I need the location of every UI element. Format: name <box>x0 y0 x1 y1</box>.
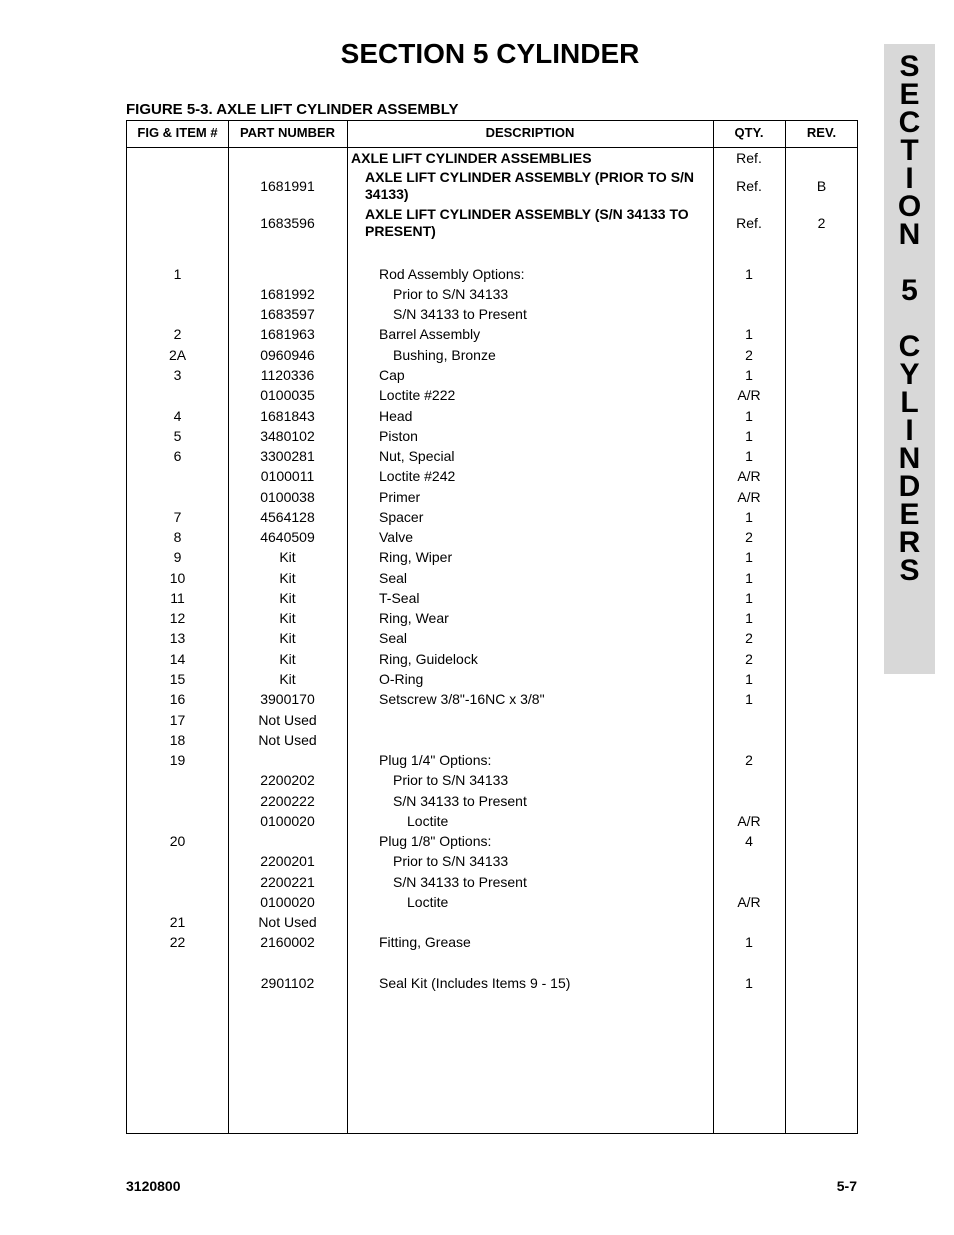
cell-part-number: 1681992 <box>260 286 315 302</box>
cell-description: Ring, Wear <box>379 610 449 626</box>
cell-description: Ring, Guidelock <box>379 651 478 667</box>
cell-description: Valve <box>379 529 413 545</box>
cell-part-number: 0100011 <box>260 468 315 484</box>
cell-description: Primer <box>379 489 421 505</box>
cell-description: Loctite #222 <box>379 387 456 403</box>
side-tab-letter: C <box>898 106 921 139</box>
header-fig-item: FIG & ITEM # <box>137 125 218 140</box>
cell-qty: 1 <box>745 934 753 950</box>
table-row <box>127 689 857 709</box>
cell-qty: 4 <box>745 833 753 849</box>
table-row <box>127 892 857 912</box>
cell-part-number: Kit <box>279 671 296 687</box>
cell-qty: 1 <box>745 428 753 444</box>
parts-table <box>126 120 858 1134</box>
cell-qty: 1 <box>745 691 753 707</box>
cell-description: Plug 1/8" Options: <box>379 833 492 849</box>
table-row <box>127 148 857 168</box>
table-row <box>127 791 857 811</box>
cell-part-number: 0100035 <box>260 387 315 403</box>
cell-qty: A/R <box>737 813 761 829</box>
cell-fig-item: 14 <box>169 651 186 667</box>
cell-qty: 2 <box>745 752 753 768</box>
cell-part-number: 3480102 <box>260 428 315 444</box>
cell-fig-item: 20 <box>169 833 186 849</box>
cell-part-number: Not Used <box>258 712 317 728</box>
cell-fig-item: 9 <box>173 549 182 565</box>
cell-part-number: 0100038 <box>260 489 315 505</box>
cell-rev: 2 <box>817 215 826 231</box>
table-row <box>127 932 857 952</box>
cell-fig-item: 2A <box>168 347 187 363</box>
table-row <box>127 568 857 588</box>
cell-part-number: 2200201 <box>260 853 315 869</box>
cell-part-number: Kit <box>279 590 296 606</box>
section-side-tab <box>884 44 935 674</box>
table-row <box>127 446 857 466</box>
table-row <box>127 973 857 993</box>
side-tab-letter: N <box>898 218 921 251</box>
cell-rev: B <box>816 178 827 194</box>
cell-part-number: Kit <box>279 549 296 565</box>
cell-description: S/N 34133 to Present <box>393 306 527 322</box>
cell-description: Seal <box>379 630 408 646</box>
side-tab-letter: C <box>898 330 921 363</box>
cell-description: Loctite <box>407 894 449 910</box>
cell-qty: 1 <box>745 610 753 626</box>
cell-part-number: 2160002 <box>260 934 315 950</box>
cell-fig-item: 15 <box>169 671 186 687</box>
table-row <box>127 730 857 750</box>
cell-part-number: 1683597 <box>260 306 315 322</box>
cell-qty: 1 <box>745 326 753 342</box>
cell-qty: Ref. <box>736 215 762 231</box>
table-row <box>127 466 857 486</box>
cell-description: Cap <box>379 367 405 383</box>
table-row <box>127 345 857 365</box>
cell-fig-item: 21 <box>169 914 186 930</box>
table-row <box>127 284 857 304</box>
cell-part-number: 0100020 <box>260 813 315 829</box>
table-row <box>127 547 857 567</box>
table-row <box>127 628 857 648</box>
cell-part-number: 1681963 <box>260 326 315 342</box>
side-tab-letter: I <box>905 162 914 195</box>
cell-description: S/N 34133 to Present <box>393 874 527 890</box>
table-row <box>127 770 857 790</box>
cell-description: Spacer <box>379 509 424 525</box>
cell-description: AXLE LIFT CYLINDER ASSEMBLY (PRIOR TO S/N 34133) <box>365 169 695 202</box>
cell-part-number: 3900170 <box>260 691 315 707</box>
cell-description: Barrel Assembly <box>379 326 481 342</box>
side-tab-letter: S <box>899 50 920 83</box>
cell-part-number: 4564128 <box>260 509 315 525</box>
cell-part-number: 1683596 <box>260 215 315 231</box>
cell-part-number: Kit <box>279 610 296 626</box>
cell-fig-item: 11 <box>170 590 185 606</box>
table-row <box>127 264 857 284</box>
cell-part-number: Kit <box>279 630 296 646</box>
table-row <box>127 365 857 385</box>
cell-description: Setscrew 3/8"-16NC x 3/8" <box>379 691 545 707</box>
header-rev: REV. <box>806 125 837 140</box>
table-row <box>127 669 857 689</box>
cell-part-number: 4640509 <box>260 529 315 545</box>
cell-fig-item: 6 <box>173 448 182 464</box>
cell-part-number: Not Used <box>258 732 317 748</box>
cell-description: Rod Assembly Options: <box>379 266 525 282</box>
cell-part-number: 1120336 <box>260 367 315 383</box>
table-row <box>127 588 857 608</box>
cell-part-number: 1681991 <box>260 178 315 194</box>
cell-description: Seal Kit (Includes Items 9 - 15) <box>379 975 571 991</box>
cell-description: Plug 1/4" Options: <box>379 752 492 768</box>
side-tab-letter: 5 <box>901 274 918 307</box>
cell-description: Head <box>379 408 413 424</box>
side-tab-letter: L <box>900 386 919 419</box>
cell-qty: A/R <box>737 894 761 910</box>
side-tab-letter: I <box>905 414 914 447</box>
table-row <box>127 206 857 240</box>
side-tab-letter: T <box>900 134 919 167</box>
cell-qty: Ref. <box>736 178 762 194</box>
table-row <box>127 426 857 446</box>
cell-description: Ring, Wiper <box>379 549 453 565</box>
cell-part-number: 0960946 <box>260 347 315 363</box>
cell-description: Loctite <box>407 813 449 829</box>
cell-fig-item: 16 <box>169 691 186 707</box>
table-row <box>127 169 857 203</box>
cell-qty: A/R <box>737 468 761 484</box>
cell-part-number: 1681843 <box>260 408 315 424</box>
cell-qty: 1 <box>745 266 753 282</box>
table-row <box>127 710 857 730</box>
side-tab-letter: N <box>898 442 921 475</box>
cell-qty: 2 <box>745 651 753 667</box>
cell-qty: 1 <box>745 590 753 606</box>
cell-part-number: 2200202 <box>260 772 315 788</box>
cell-qty: 1 <box>745 448 753 464</box>
cell-fig-item: 5 <box>173 428 182 444</box>
cell-qty: 1 <box>745 671 753 687</box>
section-title: SECTION 5 CYLINDER <box>340 38 640 69</box>
side-tab-letter: E <box>899 498 920 531</box>
cell-description: AXLE LIFT CYLINDER ASSEMBLY (S/N 34133 TO PRESENT) <box>365 206 689 239</box>
cell-fig-item: 1 <box>173 266 182 282</box>
cell-qty: 2 <box>745 529 753 545</box>
side-tab-letter: R <box>898 526 921 559</box>
cell-fig-item: 7 <box>173 509 182 525</box>
cell-description: Prior to S/N 34133 <box>393 286 509 302</box>
table-row <box>127 385 857 405</box>
cell-fig-item: 18 <box>169 732 186 748</box>
table-row <box>127 811 857 831</box>
side-tab-letter: E <box>899 78 920 111</box>
cell-description: Prior to S/N 34133 <box>393 853 509 869</box>
cell-qty: 2 <box>745 630 753 646</box>
cell-description: T-Seal <box>379 590 420 606</box>
cell-description: Piston <box>379 428 418 444</box>
side-tab-letter: Y <box>899 358 920 391</box>
table-row <box>127 851 857 871</box>
header-part-number: PART NUMBER <box>239 125 336 140</box>
cell-fig-item: 12 <box>169 610 186 626</box>
cell-description: Seal <box>379 570 408 586</box>
cell-part-number: 2200221 <box>260 874 315 890</box>
cell-description: S/N 34133 to Present <box>393 793 527 809</box>
figure-title: FIGURE 5-3. AXLE LIFT CYLINDER ASSEMBLY <box>126 101 459 118</box>
cell-description: Bushing, Bronze <box>393 347 496 363</box>
table-row <box>127 750 857 770</box>
cell-fig-item: 13 <box>169 630 186 646</box>
cell-part-number: 3300281 <box>260 448 315 464</box>
cell-part-number: Not Used <box>258 914 317 930</box>
table-row <box>127 487 857 507</box>
cell-part-number: 0100020 <box>260 894 315 910</box>
header-description: DESCRIPTION <box>485 125 575 140</box>
table-row <box>127 304 857 324</box>
cell-part-number: 2901102 <box>260 975 315 991</box>
table-row <box>127 406 857 426</box>
cell-fig-item: 8 <box>173 529 182 545</box>
cell-qty: 1 <box>745 570 753 586</box>
table-row <box>127 507 857 527</box>
header-qty: QTY. <box>734 125 764 140</box>
cell-part-number: Kit <box>279 570 296 586</box>
cell-fig-item: 22 <box>169 934 186 950</box>
cell-fig-item: 4 <box>173 408 182 424</box>
cell-qty: 1 <box>745 509 753 525</box>
table-row <box>127 324 857 344</box>
cell-fig-item: 3 <box>173 367 182 383</box>
table-row <box>127 649 857 669</box>
cell-part-number: Kit <box>279 651 296 667</box>
cell-qty: 1 <box>745 975 753 991</box>
table-row <box>127 872 857 892</box>
cell-description: O-Ring <box>379 671 424 687</box>
cell-description: Loctite #242 <box>379 468 456 484</box>
cell-qty: Ref. <box>736 150 762 166</box>
side-tab-letter: D <box>898 470 921 503</box>
side-tab-letter: S <box>899 554 920 587</box>
cell-fig-item: 10 <box>169 570 186 586</box>
cell-description: Fitting, Grease <box>379 934 471 950</box>
cell-description: AXLE LIFT CYLINDER ASSEMBLIES <box>351 150 592 166</box>
side-tab-letter: O <box>897 190 922 223</box>
cell-fig-item: 19 <box>169 752 186 768</box>
table-row <box>127 608 857 628</box>
page-number: 5-7 <box>836 1178 857 1194</box>
cell-qty: A/R <box>737 387 761 403</box>
cell-qty: 1 <box>745 549 753 565</box>
cell-qty: 2 <box>745 347 753 363</box>
table-row <box>127 527 857 547</box>
table-row <box>127 912 857 932</box>
document-number: 3120800 <box>126 1178 181 1194</box>
cell-fig-item: 2 <box>173 326 182 342</box>
cell-fig-item: 17 <box>169 712 186 728</box>
cell-qty: 1 <box>745 367 753 383</box>
table-row <box>127 831 857 851</box>
cell-description: Nut, Special <box>379 448 455 464</box>
cell-description: Prior to S/N 34133 <box>393 772 509 788</box>
cell-part-number: 2200222 <box>260 793 315 809</box>
cell-qty: A/R <box>737 489 761 505</box>
cell-qty: 1 <box>745 408 753 424</box>
